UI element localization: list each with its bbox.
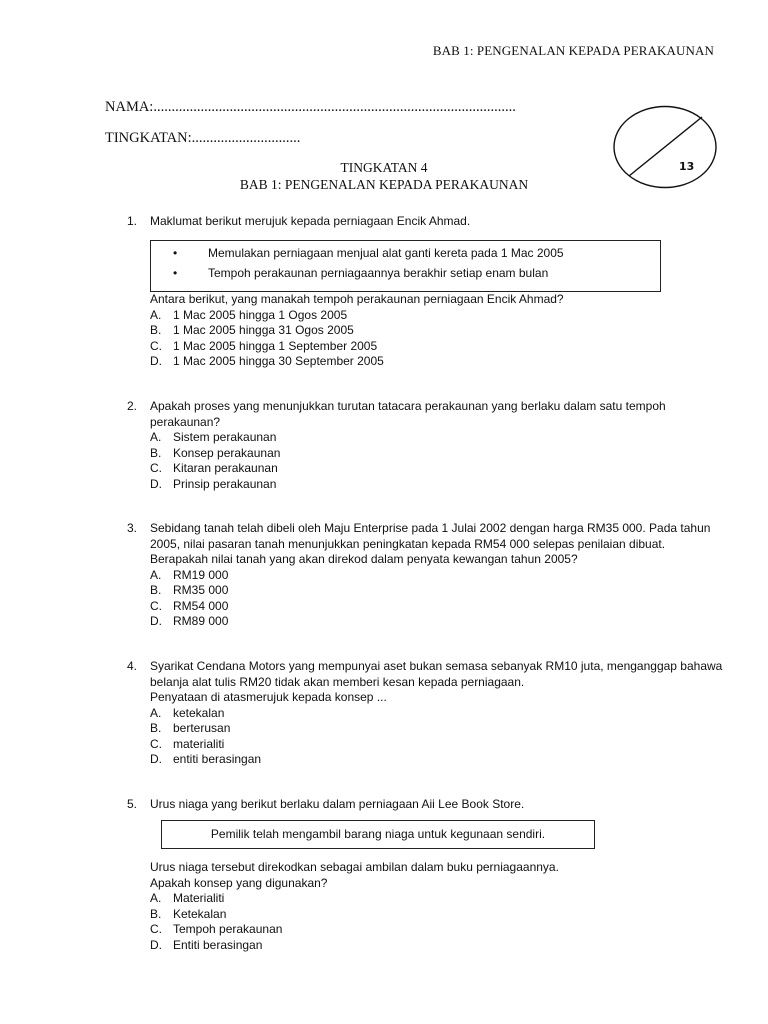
- option-d: D. Prinsip perakaunan: [150, 476, 277, 491]
- option-d: D. RM89 000: [150, 614, 229, 628]
- question-number: 2.: [127, 399, 138, 413]
- list-item: • Tempoh perakaunan perniagaannya berakhir setiap enam bulan: [173, 265, 549, 280]
- tingkatan-field: TINGKATAN:..............................: [105, 130, 301, 146]
- option-c: C. 1 Mac 2005 hingga 1 September 2005: [150, 338, 378, 353]
- question-stem: Syarikat Cendana Motors yang mempunyai aset bukan semasa sebanyak RM10 juta, menganggap bahawa: [150, 659, 723, 673]
- nama-field: NAMA:....................................................................................................: [105, 99, 516, 115]
- option-b: B. berterusan: [150, 721, 231, 735]
- list-item: • Memulakan perniagaan menjual alat ganti kereta pada 1 Mac 2005: [173, 246, 564, 260]
- option-c: C. materialiti: [150, 736, 225, 751]
- option-b: B. Konsep perakaunan: [150, 445, 281, 460]
- question-number: 1.: [127, 214, 138, 228]
- running-header: BAB 1: PENGENALAN KEPADA PERAKAUNAN: [432, 43, 714, 58]
- question-stem: Apakah proses yang menunjukkan turutan tatacara perakaunan yang berlaku dalam satu tempoh: [150, 399, 666, 413]
- question-stem: 2005, nilai pasaran tanah menunjukkan peningkatan kepada RM54 000 selepas penilaian dibuat.: [150, 536, 666, 551]
- question-stem: belanja alat tulis RM20 tidak akan memberi kesan kepada perniagaan.: [150, 674, 525, 689]
- option-a: A. Sistem perakaunan: [150, 430, 277, 444]
- question-stem: Urus niaga yang berikut berlaku dalam perniagaan Aii Lee Book Store.: [150, 797, 525, 811]
- score-value: 13: [679, 160, 695, 173]
- option-b: B. Ketekalan: [150, 906, 227, 921]
- option-d: D. 1 Mac 2005 hingga 30 September 2005: [150, 354, 384, 368]
- question-stem: Sebidang tanah telah dibeli oleh Maju Enterprise pada 1 Julai 2002 dengan harga RM35 000. Pada tahun: [150, 521, 711, 535]
- question-number: 3.: [127, 521, 138, 535]
- option-b: B. 1 Mac 2005 hingga 31 Ogos 2005: [150, 323, 354, 337]
- option-a: A. RM19 000: [150, 567, 229, 582]
- question-number: 5.: [127, 797, 138, 811]
- option-c: C. Tempoh perakaunan: [150, 922, 283, 936]
- info-box: Pemilik telah mengambil barang niaga untuk kegunaan sendiri.: [161, 820, 595, 849]
- question-stem: Penyataan di atasmerujuk kepada konsep ...: [150, 690, 387, 704]
- option-a: A. 1 Mac 2005 hingga 1 Ogos 2005: [150, 307, 348, 322]
- question-number: 4.: [127, 659, 138, 673]
- option-c: C. Kitaran perakaunan: [150, 461, 278, 475]
- page-title: [0, 159, 768, 193]
- title-line-2: BAB 1: PENGENALAN KEPADA PERAKAUNAN: [239, 177, 529, 192]
- question-stem: perakaunan?: [150, 414, 221, 429]
- option-d: D. entiti berasingan: [150, 752, 262, 766]
- option-c: C. RM54 000: [150, 598, 229, 613]
- option-a: A. ketekalan: [150, 705, 225, 720]
- option-b: B. RM35 000: [150, 583, 229, 597]
- title-line-1: TINGKATAN 4: [340, 160, 428, 175]
- question-prompt: Apakah konsep yang digunakan?: [150, 875, 328, 890]
- question-stem: Berapakah nilai tanah yang akan direkod dalam penyata kewangan tahun 2005?: [150, 552, 578, 566]
- option-a: A. Materialiti: [150, 891, 225, 905]
- question-prompt: Antara berikut, yang manakah tempoh perakaunan perniagaan Encik Ahmad?: [150, 292, 564, 306]
- question-prompt: Urus niaga tersebut direkodkan sebagai ambilan dalam buku perniagaannya.: [150, 860, 559, 874]
- info-box: [150, 240, 661, 292]
- option-d: D. Entiti berasingan: [150, 937, 263, 952]
- question-stem: Maklumat berikut merujuk kepada perniagaan Encik Ahmad.: [150, 214, 471, 228]
